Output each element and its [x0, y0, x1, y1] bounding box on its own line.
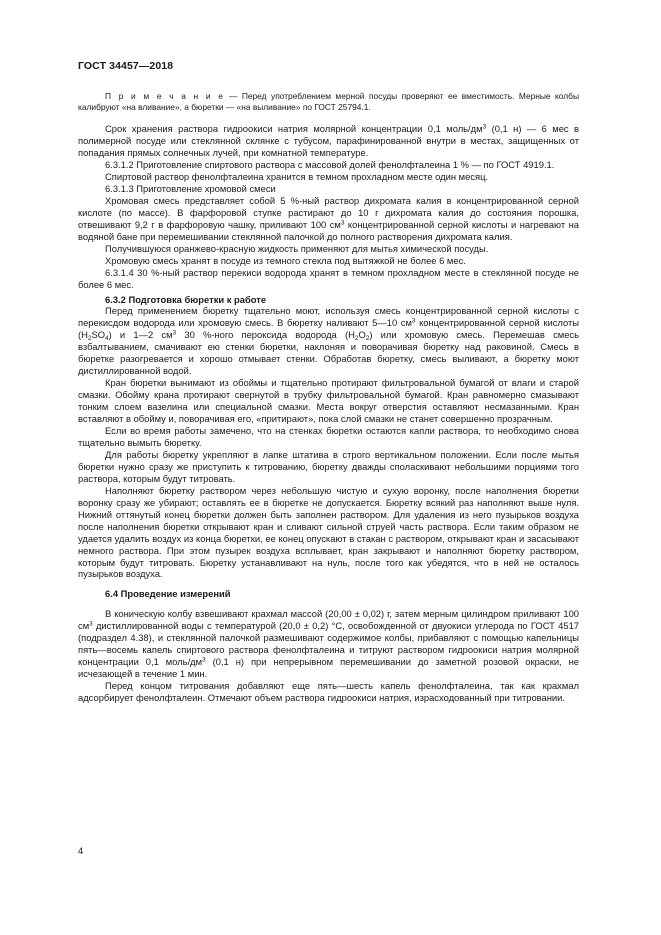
document-body — [78, 91, 579, 704]
paragraph-burette-mounting: Для работы бюретку укрепляют в лапке штатива в строго вертикальном положении. Если после мытья бюретки нужно сразу же приступить к титрованию, бюретку дважды споласкивают небольшими порциями того раствора, которым будут титровать. — [78, 448, 579, 484]
paragraph-drops: Если во время работы замечено, что на стенках бюретки остаются капли раствора, то необходимо снова тщательно вымыть бюретку. — [78, 425, 579, 448]
paragraph-burette-filling: Наполняют бюретку раствором через небольшую чистую и сухую воронку, после наполнения бюретки воронку сразу же убирают; оставлять ее в бюретке не допускается. Бюретку всякий раз наполняют выше нуля. Нижний оттянутый конец бюретки должен быть заполнен раствором. Для удаления из него пузырьков воздуха после наполнения бюретки открывают кран и сливают сильной струей часть раствора. Если таким образом не удается удалить воздух из конца бюретки, ее конец опускают в стакан с раствором, открывают кран и засасывают немного раствора. При этом пузырек воздуха всплывает, кран закрывают и наполняют бюретку раствором, которым будут титровать. Бюретку устанавливают на нуль, после того как убедятся, что в ней не осталось пузырьков воздуха. — [78, 484, 579, 580]
paragraph-burette-washing: Перед применением бюретку тщательно моют, используя смесь концентрированной серной кислоты с перекисдом водорода или хромовую смесь. В бюретку наливают 5—10 $см^3$ концентрированной серной кислоты $(H_2SO_4)$ и 1—2 $см^3$ 30 %-ного пероксида водорода $(H_2O_2)$ или хромовую смесь. Перемешав смесь взбалтыванием, смачивают ею стенки бюретки, наклоняя и поворачивая бюретку над раковиной. Смесь в бюретке разогревается и хорошо отмывает стенки. Обработав бюретку, смесь выливают, а бюретку моют дистиллированной водой. — [78, 305, 579, 377]
paragraph-phenolphthalein-storage: Спиртовой раствор фенолфталеина хранится в темном прохладном месте один месяц. — [105, 171, 489, 182]
paragraph-titration-end: Перед концом титрования добавляют еще пять—шесть капель фенолфталеина, так как крахмал адсорбирует фенолфталеин. Отмечают объем раствора гидроокиси натрия, израсходованный при титровании. — [78, 680, 579, 704]
section-heading-6-4: 6.4 Проведение измерений — [105, 588, 231, 600]
paragraph-chromic-mixture: Хромовая смесь представляет собой 5 %-ный раствор дихромата калия в концентрированной серной кислоте (по массе). В фарфоровой ступке растирают до 10 г дихромата калия до состояния порошка, отвешивают 9,2 г в фарфоровую чашку, приливают 100 $см^3$ концентрированной серной кислоты и нагревают на водяной бане при перемешивании стеклянной палочкой до полного растворения дихромата калия. — [78, 194, 579, 242]
paragraph-chromic-storage: Хромовую смесь хранят в посуде из темного стекла под вытяжкой не более 6 мес. — [105, 254, 466, 266]
section-heading-6-3-2: 6.3.2 Подготовка бюретки к работе — [105, 293, 267, 305]
paragraph-orange-liquid: Получившуюся оранжево-красную жидкость применяют для мытья химической посуды. — [105, 242, 489, 254]
page-number: 4 — [78, 845, 84, 856]
paragraph-measurement: В коническую колбу взвешивают крахмал массой (20,00 ± 0,02) г, затем мерным цилиндром приливают 100 $см^3$ дистиллированной воды с температурой (20,0 ± 0,2) °С, освобожденной от двуокиси углерода по ГОСТ 4517 (подраздел 4.38), и стеклянной палочкой размешивают содержимое колбы, прибавляют с помощью капельницы пять—восемь капель спиртового раствора фенолфталеина и титруют раствором гидроокиси натрия молярной концентрации 0,1 моль/$дм^3$ (0,1 н) при непрерывном перемешивании до заметной розовой окраски, не исчезающей в течение 1 мин. — [78, 608, 579, 680]
paragraph-storage-naoh: Срок хранения раствора гидроокиси натрия молярной концентрации 0,1 моль/$дм^3$ (0,1 н) — 6 мес в полимерной посуде или стеклянной склянке с тубусом, парафинированной внутри в местах, защищенных от попадания прямых солнечных лучей, при комнатной температуре. — [78, 123, 580, 159]
paragraph-6-3-1-3: 6.3.1.3 Приготовление хромовой смеси — [105, 182, 276, 194]
note-text: — Перед употреблением мерной посуды проверяют ее вместимость. Мерные колбы калибруют «на вливание», а бюретки — «на выливание» по ГОСТ 25794.1. — [78, 91, 579, 112]
paragraph-6-3-1-2: 6.3.1.2 Приготовление спиртового раствора с массовой долей фенолфталеина 1 % — по ГОСТ 4919.1. — [105, 159, 555, 171]
paragraph-6-3-1-4: 6.3.1.4 30 %-ный раствор перекиси водорода хранят в темном прохладном месте в стеклянной посуде не более 6 мес. — [78, 266, 579, 290]
standard-header: ГОСТ 34457—2018 — [78, 60, 174, 72]
note-paragraph — [78, 91, 579, 112]
note-label: П р и м е ч а н и е — [105, 91, 225, 101]
paragraph-stopcock: Кран бюретки вынимают из обоймы и тщательно протирают фильтровальной бумагой от влаги и старой смазки. Обойму крана протирают свернутой в трубку фильтровальной бумагой. Кран равномерно смазывают тонким слоем вазелина или специальной смазки. Места вокруг отверстия оставляют несмазанными. Кран вставляют в обойму и, поворачивая его, «притирают», пока слой смазки не станет совершенно прозрачным. — [78, 377, 579, 425]
